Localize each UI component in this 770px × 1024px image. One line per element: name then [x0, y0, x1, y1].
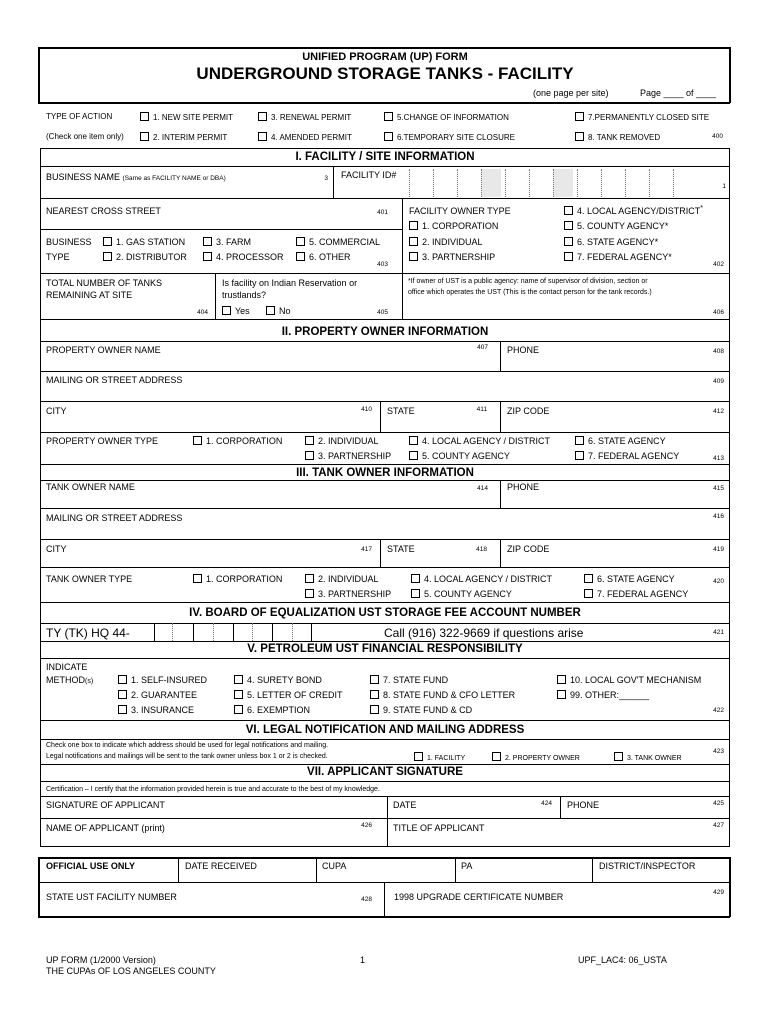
zip-code-label: ZIP CODE — [507, 406, 550, 416]
checkbox[interactable] — [411, 589, 420, 598]
field-code: 426 — [361, 822, 372, 829]
facility-id-box[interactable] — [553, 169, 573, 197]
checkbox[interactable] — [584, 589, 593, 598]
frame-left — [40, 148, 41, 847]
form-title: UNDERGROUND STORAGE TANKS - FACILITY — [196, 64, 574, 83]
state-fund-option[interactable] — [370, 675, 448, 685]
option-label: 4. PROCESSOR — [216, 252, 284, 262]
facility-id-box[interactable] — [481, 169, 501, 197]
section-7-title: VII. APPLICANT SIGNATURE — [307, 766, 463, 778]
checkbox[interactable] — [557, 675, 566, 684]
option-label: 5. COUNTY AGENCY* — [577, 221, 669, 231]
field-code: 420 — [713, 578, 724, 585]
amended-permit-option[interactable] — [258, 132, 352, 142]
checkbox[interactable] — [118, 675, 127, 684]
facility-id-box[interactable] — [529, 169, 549, 197]
option-label: 7. STATE FUND — [383, 675, 449, 685]
section-1-title: I. FACILITY / SITE INFORMATION — [295, 151, 475, 163]
form-subtitle: UNIFIED PROGRAM (UP) FORM — [302, 51, 468, 63]
checkbox[interactable] — [234, 705, 243, 714]
individual-option[interactable] — [305, 574, 379, 584]
option-label: 3. PARTNERSHIP — [318, 451, 392, 461]
letter-of-credit-option[interactable] — [234, 690, 343, 700]
indian-reservation-label-2: trustlands? — [222, 290, 267, 300]
property-owner-address-option[interactable] — [492, 752, 580, 762]
checkbox[interactable] — [305, 436, 314, 445]
option-label: 8. STATE FUND & CFO LETTER — [383, 690, 516, 700]
checkbox[interactable] — [614, 752, 623, 761]
public-agency-note-1: *If owner of UST is a public agency: name of supervisor of division, section or — [408, 278, 648, 285]
partnership-option[interactable] — [409, 252, 495, 262]
option-label: 9. STATE FUND & CD — [383, 705, 473, 715]
option-label: 6. STATE AGENCY — [597, 574, 675, 584]
state-label: STATE — [387, 544, 415, 554]
federal-agency-option[interactable] — [564, 252, 672, 262]
facility-id-box[interactable] — [601, 169, 621, 197]
facility-id-box[interactable] — [505, 169, 525, 197]
checkbox[interactable] — [305, 451, 314, 460]
option-label: 1. FACILITY — [427, 755, 466, 762]
mailing-address-label: MAILING OR STREET ADDRESS — [46, 375, 183, 385]
check-one-note: (Check one item only) — [46, 132, 124, 141]
checkbox[interactable] — [409, 436, 418, 445]
type-of-action-label: TYPE OF ACTION — [46, 112, 113, 121]
section-5-title: V. PETROLEUM UST FINANCIAL RESPONSIBILITY — [247, 643, 523, 655]
renewal-permit-option[interactable] — [258, 112, 351, 122]
checkbox[interactable] — [564, 252, 573, 261]
certification-text: Certification – I certify that the information provided herein is true and accurate to the best of my knowledge. — [46, 786, 380, 793]
field-code: 424 — [541, 800, 552, 807]
field-code: 406 — [713, 309, 724, 316]
label: BUSINESS NAME — [46, 172, 121, 182]
new-site-permit-option[interactable] — [140, 112, 233, 122]
county-agency-option[interactable] — [411, 589, 512, 599]
gas-station-option[interactable] — [103, 237, 185, 247]
label-suffix: (s) — [85, 678, 94, 685]
option-label: 5. COMMERCIAL — [309, 237, 381, 247]
checkbox[interactable] — [370, 675, 379, 684]
option-label: 5. COUNTY AGENCY — [424, 589, 512, 599]
option-label: No — [279, 306, 291, 316]
interim-permit-option[interactable] — [140, 132, 227, 142]
local-agency-option[interactable] — [409, 436, 550, 446]
option-label: 99. OTHER:______ — [570, 690, 650, 700]
local-agency-option[interactable] — [411, 574, 552, 584]
legal-note-2: Legal notifications and mailings will be sent to the tank owner unless box 1 or 2 is checked. — [46, 753, 328, 760]
option-label: 6. STATE AGENCY — [588, 436, 666, 446]
option-label: 4. SURETY BOND — [247, 675, 322, 685]
option-label: 1. NEW SITE PERMIT — [153, 113, 234, 122]
tank-owner-type-label: TANK OWNER TYPE — [46, 574, 133, 584]
option-label: 3. PARTNERSHIP — [318, 589, 392, 599]
checkbox[interactable] — [296, 237, 305, 246]
page-of: Page ____ of ____ — [640, 88, 717, 98]
field-code: 419 — [713, 546, 724, 553]
upgrade-certificate-label: 1998 UPGRADE CERTIFICATE NUMBER — [394, 892, 564, 902]
phone-label: PHONE — [507, 345, 540, 355]
field-code: 403 — [377, 261, 388, 268]
phone-label: PHONE — [567, 800, 600, 810]
local-agency-option[interactable] — [564, 205, 703, 216]
surety-bond-option[interactable] — [234, 675, 322, 685]
method-label — [46, 675, 93, 685]
partnership-option[interactable] — [305, 451, 391, 461]
checkbox[interactable] — [409, 451, 418, 460]
checkbox[interactable] — [103, 252, 112, 261]
indian-reservation-label-1: Is facility on Indian Reservation or — [222, 278, 358, 288]
checkbox[interactable] — [409, 221, 418, 230]
facility-address-option[interactable] — [414, 752, 465, 762]
one-page-per-site: (one page per site) — [533, 88, 609, 98]
district-inspector-label: DISTRICT/INSPECTOR — [599, 861, 696, 871]
option-label: 7. FEDERAL AGENCY* — [577, 252, 672, 262]
option-label: 2. DISTRIBUTOR — [116, 252, 187, 262]
field-code: 412 — [713, 408, 724, 415]
option-label: 2. PROPERTY OWNER — [505, 755, 580, 762]
cupa-label: CUPA — [322, 861, 347, 871]
option-label: 7. FEDERAL AGENCY — [588, 451, 680, 461]
state-agency-option[interactable] — [564, 237, 658, 247]
note: (Same as FACILITY NAME or DBA) — [122, 175, 226, 182]
state-label: STATE — [387, 406, 415, 416]
option-label: 3. PARTNERSHIP — [422, 252, 496, 262]
option-label: 8. TANK REMOVED — [588, 133, 661, 142]
corporation-option[interactable] — [409, 221, 498, 231]
signature-label: SIGNATURE OF APPLICANT — [46, 800, 165, 810]
city-label: CITY — [46, 544, 67, 554]
option-label: 4. LOCAL AGENCY / DISTRICT — [424, 574, 553, 584]
option-label: 2. INDIVIDUAL — [318, 574, 379, 584]
option-label: 4. AMENDED PERMIT — [271, 133, 352, 142]
option-label: 5.CHANGE OF INFORMATION — [397, 113, 509, 122]
checkbox[interactable] — [557, 690, 566, 699]
total-tanks-label-1: TOTAL NUMBER OF TANKS — [46, 278, 163, 288]
option-label: 1. CORPORATION — [422, 221, 499, 231]
business-name-label — [46, 172, 226, 182]
checkbox[interactable] — [103, 237, 112, 246]
facility-id-box[interactable] — [625, 169, 645, 197]
property-owner-type-label: PROPERTY OWNER TYPE — [46, 436, 159, 446]
checkbox[interactable] — [203, 252, 212, 261]
page-number: 1 — [360, 955, 366, 965]
checkbox[interactable] — [564, 221, 573, 230]
distributor-option[interactable] — [103, 252, 187, 262]
state-ust-facility-number-label: STATE UST FACILITY NUMBER — [46, 892, 177, 902]
checkbox[interactable] — [409, 237, 418, 246]
phone-label: PHONE — [507, 482, 540, 492]
option-label: 6. EXEMPTION — [247, 705, 311, 715]
state-agency-option[interactable] — [575, 436, 666, 446]
checkbox[interactable] — [584, 574, 593, 583]
state-agency-option[interactable] — [584, 574, 675, 584]
corporation-option[interactable] — [193, 436, 282, 446]
checkbox[interactable] — [564, 237, 573, 246]
mailing-address-label: MAILING OR STREET ADDRESS — [46, 513, 183, 523]
checkbox[interactable] — [140, 112, 149, 121]
field-code: 425 — [713, 800, 724, 807]
checkbox[interactable] — [258, 132, 267, 141]
option-label: 2. INDIVIDUAL — [422, 237, 483, 247]
business-label: BUSINESS — [46, 237, 92, 247]
tank-removed-option[interactable] — [575, 132, 660, 142]
public-agency-note-2: office which operates the UST (This is the contact person for the tank records.) — [408, 289, 652, 296]
asterisk: * — [700, 205, 703, 212]
option-label: 7.PERMANENTLY CLOSED SITE — [588, 113, 710, 122]
option-label: 4. LOCAL AGENCY / DISTRICT — [422, 436, 551, 446]
option-label: 1. GAS STATION — [116, 237, 186, 247]
legal-note-1: Check one box to indicate which address should be used for legal notifications and mailing. — [46, 742, 329, 749]
field-code: 421 — [713, 629, 724, 636]
section-6-title: VI. LEGAL NOTIFICATION AND MAILING ADDRESS — [245, 724, 525, 736]
frame-top — [40, 148, 730, 149]
option-label: 5. COUNTY AGENCY — [422, 451, 510, 461]
field-code: 401 — [377, 209, 388, 216]
field-code: 402 — [713, 261, 724, 268]
field-code: 416 — [713, 513, 724, 520]
option-label: 1. CORPORATION — [206, 436, 283, 446]
corporation-option[interactable] — [193, 574, 282, 584]
commercial-option[interactable] — [296, 237, 380, 247]
option-label: 6. STATE AGENCY* — [577, 237, 659, 247]
checkbox[interactable] — [296, 252, 305, 261]
frame-right — [729, 148, 730, 847]
option-label: 7. FEDERAL AGENCY — [597, 589, 689, 599]
no-option[interactable] — [266, 306, 291, 316]
checkbox[interactable] — [575, 132, 584, 141]
state-fund-cfo-option[interactable] — [370, 690, 515, 700]
applicant-name-label: NAME OF APPLICANT (print) — [46, 823, 165, 833]
checkbox[interactable] — [234, 690, 243, 699]
date-received-label: DATE RECEIVED — [185, 861, 257, 871]
section-4-title: IV. BOARD OF EQUALIZATION UST STORAGE FEE ACCOUNT NUMBER — [189, 607, 581, 619]
city-label: CITY — [46, 406, 67, 416]
checkbox[interactable] — [384, 112, 393, 121]
checkbox[interactable] — [118, 705, 127, 714]
partnership-option[interactable] — [305, 589, 391, 599]
checkbox[interactable] — [409, 252, 418, 261]
field-code: 427 — [713, 822, 724, 829]
field-code: 1 — [722, 183, 726, 190]
checkbox[interactable] — [234, 675, 243, 684]
label: METHOD — [46, 675, 85, 685]
facility-id-box[interactable] — [577, 169, 597, 197]
facility-id-box[interactable] — [673, 169, 693, 197]
option-label: 1. CORPORATION — [206, 574, 283, 584]
county-agency-option[interactable] — [409, 451, 510, 461]
change-of-information-option[interactable] — [384, 112, 509, 122]
tank-owner-name-label: TANK OWNER NAME — [46, 482, 135, 492]
field-code: 429 — [713, 889, 724, 896]
checkbox[interactable] — [414, 752, 423, 761]
guarantee-option[interactable] — [118, 690, 197, 700]
facility-id-box[interactable] — [457, 169, 477, 197]
pa-label: PA — [461, 861, 473, 871]
facility-id-label: FACILITY ID# — [341, 170, 397, 180]
official-use-label: OFFICIAL USE ONLY — [46, 861, 136, 871]
checkbox[interactable] — [370, 690, 379, 699]
form-version: UP FORM (1/2000 Version) — [46, 955, 156, 965]
federal-agency-option[interactable] — [584, 589, 688, 599]
checkbox[interactable] — [384, 132, 393, 141]
individual-option[interactable] — [305, 436, 379, 446]
facility-id-box[interactable] — [649, 169, 669, 197]
applicant-title-label: TITLE OF APPLICANT — [393, 823, 485, 833]
temporary-site-closure-option[interactable] — [384, 132, 515, 142]
option-label: 6.TEMPORARY SITE CLOSURE — [397, 133, 515, 142]
checkbox[interactable] — [193, 574, 202, 583]
cross-street-label: NEAREST CROSS STREET — [46, 206, 161, 216]
checkbox[interactable] — [575, 112, 584, 121]
field-code: 411 — [476, 406, 487, 413]
section-2-title: II. PROPERTY OWNER INFORMATION — [281, 326, 489, 338]
checkbox[interactable] — [305, 589, 314, 598]
field-code: 418 — [476, 546, 487, 553]
property-owner-name-label: PROPERTY OWNER NAME — [46, 345, 161, 355]
field-code: 400 — [712, 133, 723, 140]
checkbox[interactable] — [564, 206, 573, 215]
field-code: 408 — [713, 348, 724, 355]
checkbox[interactable] — [203, 237, 212, 246]
local-govt-mechanism-option[interactable] — [557, 675, 701, 685]
option-label: 3. RENEWAL PERMIT — [271, 113, 352, 122]
account-prefix: TY (TK) HQ 44- — [46, 626, 130, 640]
yes-option[interactable] — [222, 306, 250, 316]
other-option[interactable] — [557, 690, 649, 700]
checkbox[interactable] — [575, 451, 584, 460]
form-code: UPF_LAC4: 06_USTA — [578, 955, 667, 965]
field-code: 413 — [713, 455, 724, 462]
self-insured-option[interactable] — [118, 675, 207, 685]
checkbox[interactable] — [193, 436, 202, 445]
option-label: 5. LETTER OF CREDIT — [247, 690, 343, 700]
date-label: DATE — [393, 800, 417, 810]
option-label: Yes — [235, 306, 250, 316]
option-label: 2. INDIVIDUAL — [318, 436, 379, 446]
checkbox[interactable] — [305, 574, 314, 583]
boe-phone-note: Call (916) 322-9669 if questions arise — [384, 626, 584, 640]
state-fund-cd-option[interactable] — [370, 705, 472, 715]
checkbox[interactable] — [140, 132, 149, 141]
permanently-closed-site-option[interactable] — [575, 112, 709, 122]
checkbox[interactable] — [411, 574, 420, 583]
federal-agency-option[interactable] — [575, 451, 679, 461]
farm-option[interactable] — [203, 237, 251, 247]
option-label: 2. INTERIM PERMIT — [153, 133, 228, 142]
facility-id-box[interactable] — [409, 169, 429, 197]
checkbox[interactable] — [575, 436, 584, 445]
field-code: 423 — [713, 748, 724, 755]
indicate-label: INDICATE — [46, 662, 88, 672]
section-3-title: III. TANK OWNER INFORMATION — [296, 467, 474, 479]
field-code: 409 — [713, 378, 724, 385]
field-code: 422 — [713, 707, 724, 714]
zip-code-label: ZIP CODE — [507, 544, 550, 554]
field-code: 417 — [361, 546, 372, 553]
checkbox[interactable] — [370, 705, 379, 714]
checkbox[interactable] — [258, 112, 267, 121]
cupas-of-la-county: THE CUPAs OF LOS ANGELES COUNTY — [46, 966, 216, 976]
field-code: 404 — [197, 309, 208, 316]
option-label: 3. FARM — [216, 237, 252, 247]
field-code: 428 — [361, 896, 372, 903]
field-code: 405 — [377, 309, 388, 316]
checkbox[interactable] — [118, 690, 127, 699]
facility-owner-type-label: FACILITY OWNER TYPE — [409, 206, 511, 216]
individual-option[interactable] — [409, 237, 483, 247]
other-option[interactable] — [296, 252, 351, 262]
option-label: 3. TANK OWNER — [627, 755, 682, 762]
type-label: TYPE — [46, 252, 70, 262]
option-label: 10. LOCAL GOV'T MECHANISM — [570, 675, 702, 685]
field-code: 407 — [477, 344, 488, 351]
county-agency-option[interactable] — [564, 221, 668, 231]
processor-option[interactable] — [203, 252, 284, 262]
option-label: 2. GUARANTEE — [131, 690, 198, 700]
field-code: 410 — [361, 406, 372, 413]
checkbox[interactable] — [492, 752, 501, 761]
tank-owner-address-option[interactable] — [614, 752, 682, 762]
checkbox[interactable] — [222, 306, 231, 315]
option-label: 4. LOCAL AGENCY/DISTRICT — [577, 206, 701, 216]
option-label: 1. SELF-INSURED — [131, 675, 208, 685]
checkbox[interactable] — [266, 306, 275, 315]
field-code: 414 — [477, 485, 488, 492]
field-code: 3 — [324, 175, 328, 182]
option-label: 6. OTHER — [309, 252, 351, 262]
field-code: 415 — [713, 485, 724, 492]
facility-id-box[interactable] — [433, 169, 453, 197]
insurance-option[interactable] — [118, 705, 194, 715]
option-label: 3. INSURANCE — [131, 705, 195, 715]
total-tanks-label-2: REMAINING AT SITE — [46, 290, 133, 300]
exemption-option[interactable] — [234, 705, 310, 715]
